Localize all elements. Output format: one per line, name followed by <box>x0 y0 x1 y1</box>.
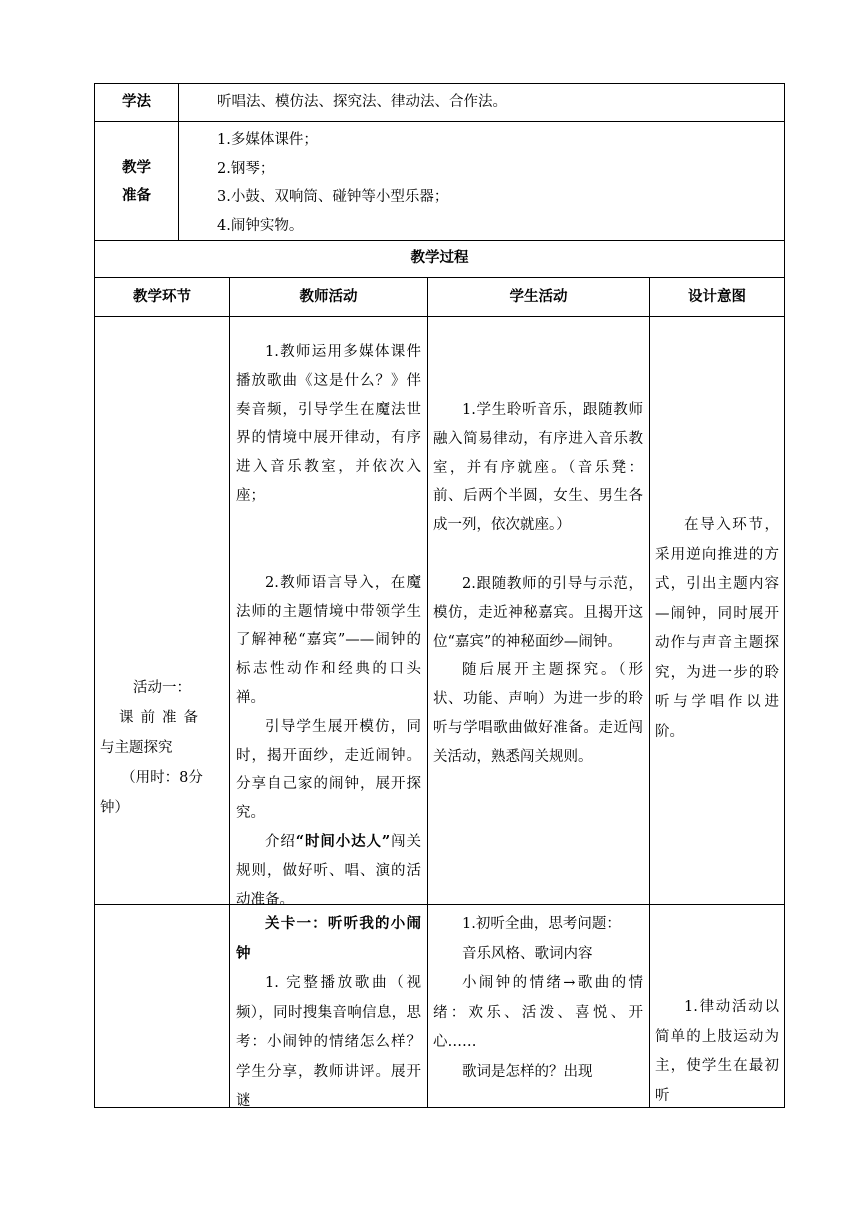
teacher-paragraph: 1.教师运用多媒体课件播放歌曲《这是什么？》伴奏音频，引导学生在魔法世界的情境中展开律动，有序进入音乐教室，并依次入座； <box>236 344 421 504</box>
rule-row1-bottom <box>94 904 785 905</box>
rule-zhunbei-bottom <box>94 240 785 241</box>
rule-right <box>784 83 785 1108</box>
rule-top <box>94 83 785 84</box>
student-paragraph: 2.跟随教师的引导与示范，模仿，走近神秘嘉宾。且揭开这位“嘉宾”的神秘面纱—闹钟。 <box>433 575 643 650</box>
stage-line: 课前准备 <box>119 710 205 726</box>
rule-header-bottom <box>94 316 785 317</box>
rule-xuefa-bottom <box>94 121 785 122</box>
rule-left <box>94 83 95 1108</box>
student-paragraph: 音乐风格、歌词内容 <box>462 945 593 962</box>
rule-col3 <box>649 277 650 1108</box>
teacher-paragraph: 引导学生展开模仿，同时，揭开面纱，走近闹钟。分享自己家的闹钟，展开探究。 <box>236 718 421 822</box>
header-teacher: 教师活动 <box>299 289 358 305</box>
header-intent: 设计意图 <box>688 289 746 305</box>
zhunbei-item: 4.闹钟实物。 <box>217 217 304 234</box>
stage-line: 与主题探究 <box>100 740 173 756</box>
teacher-paragraph: 2.教师语言导入，在魔法师的主题情境中带领学生了解神秘“嘉宾”——闹钟的标志性动作和经典的口头禅。 <box>236 574 421 706</box>
rule-process-bottom <box>94 277 785 278</box>
zhunbei-item: 1.多媒体课件； <box>217 132 318 148</box>
row2-student <box>433 910 643 1087</box>
zhunbei-label <box>95 154 178 210</box>
xuefa-content: 听唱法、模仿法、探究法、律动法、合作法。 <box>217 94 507 110</box>
teacher-bold-term: “时间小达人” <box>295 832 391 850</box>
row2-intent <box>655 993 779 1111</box>
zhunbei-label-line-2: 准备 <box>122 188 151 204</box>
zhunbei-item: 2.钢琴； <box>217 160 275 177</box>
process-title: 教学过程 <box>410 250 469 266</box>
student-paragraph: 歌词是怎样的？出现 <box>462 1063 593 1080</box>
row1-teacher <box>236 338 421 914</box>
stage-line: （用时：8分 <box>121 770 203 786</box>
student-paragraph: 1.学生聆听音乐，跟随教师融入简易律动，有序进入音乐教室，并有序就座。（音乐凳：前、后两个半圆，女生、男生各成一列，依次就座。） <box>433 402 643 534</box>
student-paragraph: 小闹钟的情绪→歌曲的情绪：欢乐、活泼、喜悦、开心…… <box>433 975 643 1050</box>
teacher-paragraph: 1. 完整播放歌曲（视频），同时搜集音响信息，思考：小闹钟的情绪怎么样？学生分享，教师讲评。展开谜 <box>236 975 421 1109</box>
student-paragraph: 随后展开主题探究。（形状、功能、声响）为进一步的聆听与学唱歌曲做好准备。走近闯关活动，熟悉闯关规则。 <box>433 662 643 765</box>
xuefa-label: 学法 <box>122 94 151 110</box>
stage-line: 活动一： <box>133 680 191 696</box>
row1-student <box>433 396 643 772</box>
intent-paragraph: 1.律动活动以简单的上肢运动为主，使学生在最初听 <box>655 999 779 1104</box>
teacher-paragraph: 介绍“时间小达人”闯关规则，做好听、唱、演的活动准备。 <box>236 832 421 908</box>
rule-col2 <box>427 277 428 1108</box>
header-student: 学生活动 <box>509 289 568 305</box>
rule-col1 <box>229 277 230 1108</box>
student-paragraph: 1.初听全曲，思考问题： <box>462 916 621 932</box>
zhunbei-label-line-1: 教学 <box>122 160 151 176</box>
row1-intent <box>655 511 779 747</box>
rule-label-divider <box>178 83 179 241</box>
teacher-level-title: 关卡一：听听我的小闹钟 <box>236 916 421 962</box>
zhunbei-item: 3.小鼓、双响筒、碰钟等小型乐器； <box>217 189 449 205</box>
zhunbei-list <box>217 126 777 240</box>
intent-paragraph: 在导入环节，采用逆向推进的方式，引出主题内容—闹钟，同时展开动作与声音主题探究，为进一步的聆听与学唱作以进阶。 <box>655 517 779 740</box>
row2-teacher <box>236 910 421 1117</box>
stage-line: 钟） <box>100 800 129 816</box>
header-stage: 教学环节 <box>133 289 191 305</box>
row1-stage <box>100 673 224 823</box>
